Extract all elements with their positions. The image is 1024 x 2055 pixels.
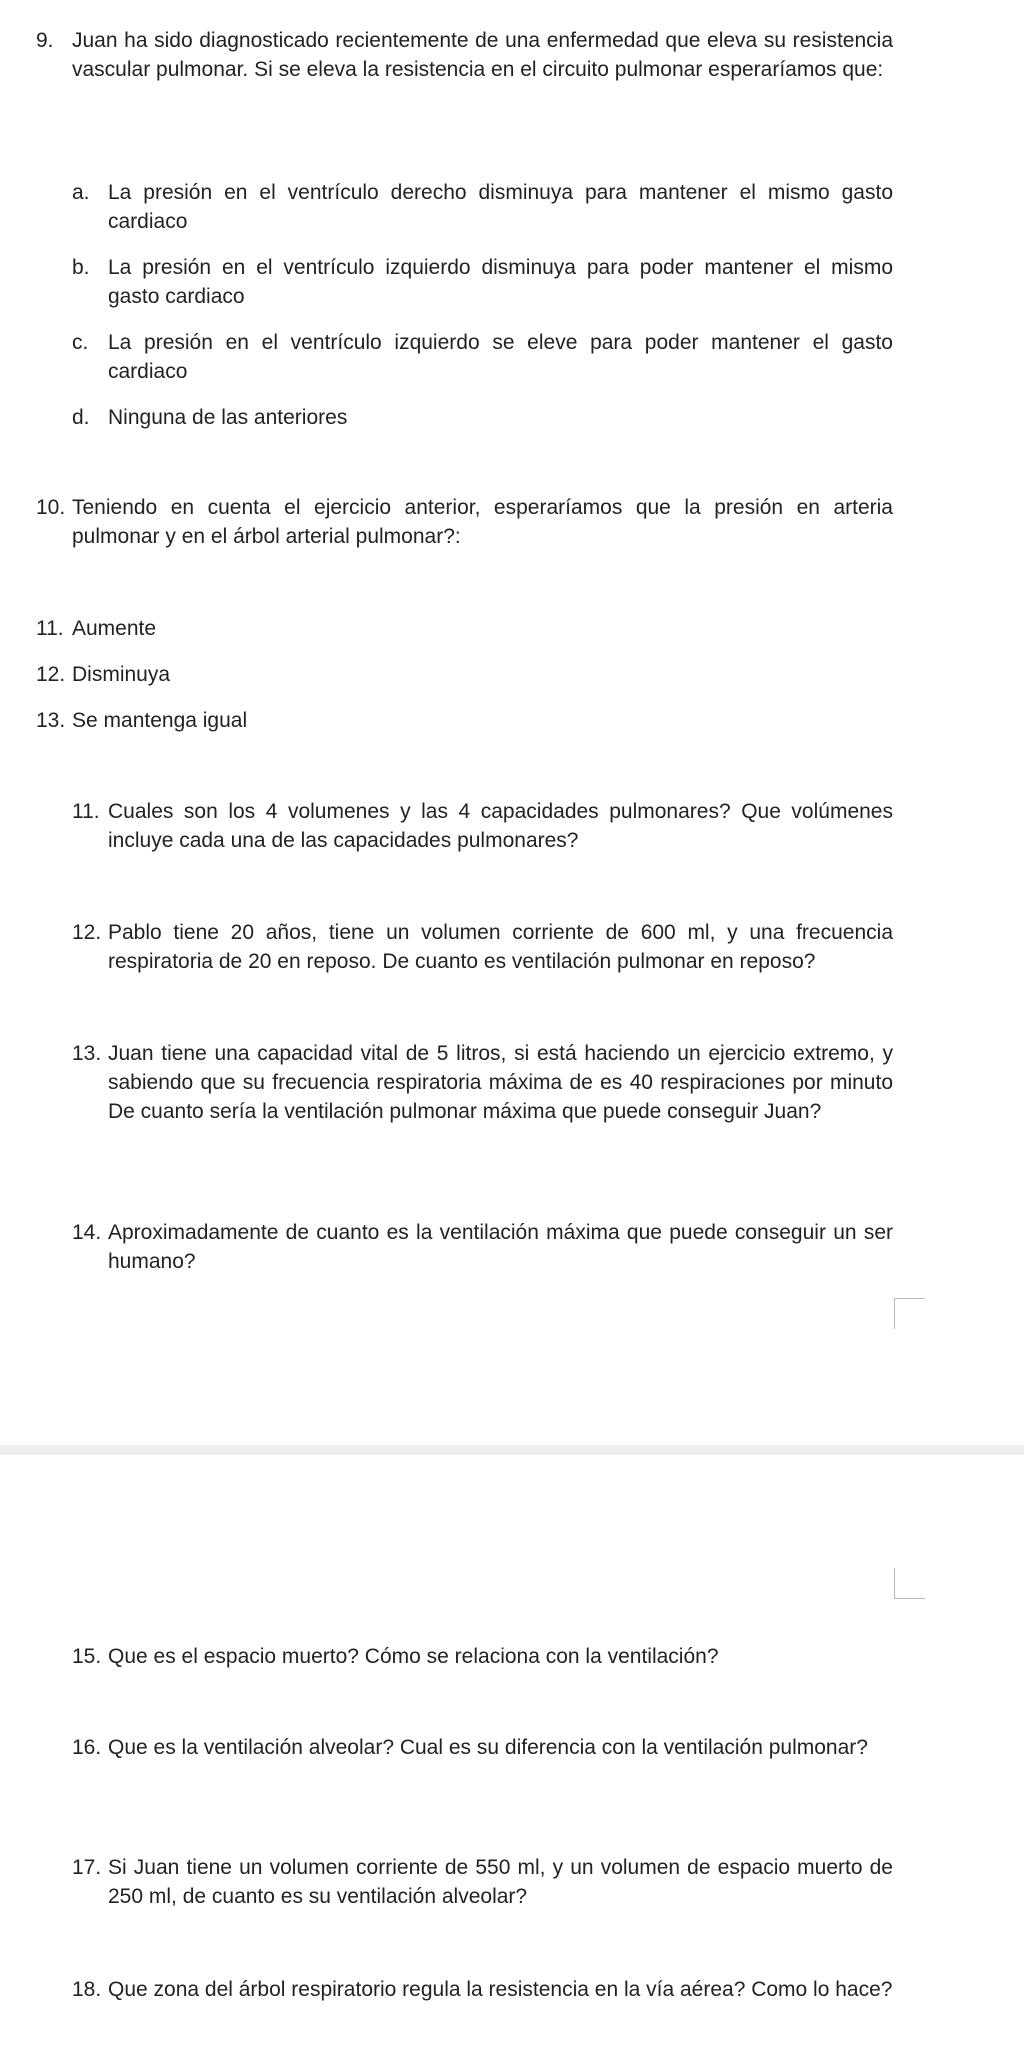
question-number: 11. xyxy=(72,800,100,823)
question-text: Juan tiene una capacidad vital de 5 litros, si está haciendo un ejercicio extremo, y sabiendo que su frecuencia respiratoria máxima de es 40 respiraciones por minuto De cuanto sería la ventilación pulmonar máxima que puede conseguir Juan? xyxy=(108,1042,893,1123)
question-text: Que es el espacio muerto? Cómo se relaciona con la ventilación? xyxy=(108,1645,719,1668)
list-number: 13. xyxy=(36,709,66,732)
option-letter: d. xyxy=(72,406,90,429)
option-text: Ninguna de las anteriores xyxy=(108,406,348,429)
list-text: Disminuya xyxy=(72,663,171,686)
question-15 xyxy=(72,1642,893,1671)
question-number: 12. xyxy=(72,921,102,944)
list-number: 12. xyxy=(36,663,66,686)
option-letter: a. xyxy=(72,181,90,204)
question-13 xyxy=(72,1039,893,1126)
question-number: 18. xyxy=(72,1978,102,2001)
question-9 xyxy=(36,26,893,84)
question-18 xyxy=(72,1975,893,2004)
margin-crop-mark xyxy=(894,1568,925,1599)
question-14 xyxy=(72,1218,893,1276)
option-text: La presión en el ventrículo izquierdo se eleve para poder mantener el gasto cardiaco xyxy=(108,331,893,383)
option-text: La presión en el ventrículo izquierdo disminuya para poder mantener el mismo gasto cardiaco xyxy=(108,256,893,308)
question-number: 16. xyxy=(72,1736,102,1759)
list-item xyxy=(36,614,893,643)
question-17 xyxy=(72,1853,893,1911)
option-b xyxy=(72,253,893,311)
list-item xyxy=(36,660,893,689)
question-number: 10. xyxy=(36,496,66,519)
option-letter: b. xyxy=(72,256,90,279)
list-text: Se mantenga igual xyxy=(72,709,248,732)
question-16 xyxy=(72,1733,893,1762)
question-number: 17. xyxy=(72,1856,102,1879)
option-d xyxy=(72,403,893,432)
margin-crop-mark xyxy=(894,1298,925,1329)
question-text: Que zona del árbol respiratorio regula la resistencia en la vía aérea? Como lo hace? xyxy=(108,1978,893,2001)
question-12 xyxy=(72,918,893,976)
question-number: 9. xyxy=(36,29,54,52)
page-separator xyxy=(0,1445,1024,1455)
question-text: Teniendo en cuenta el ejercicio anterior, esperaríamos que la presión en arteria pulmonar y en el árbol arterial pulmonar?: xyxy=(72,496,893,548)
option-c xyxy=(72,328,893,386)
list-item xyxy=(36,706,893,735)
question-number: 15. xyxy=(72,1645,102,1668)
list-number: 11. xyxy=(36,617,64,640)
question-text: Cuales son los 4 volumenes y las 4 capacidades pulmonares? Que volúmenes incluye cada una de las capacidades pulmonares? xyxy=(108,800,893,852)
question-11 xyxy=(72,797,893,855)
question-number: 14. xyxy=(72,1221,102,1244)
question-text: Que es la ventilación alveolar? Cual es su diferencia con la ventilación pulmonar? xyxy=(108,1736,868,1759)
option-letter: c. xyxy=(72,331,89,354)
list-text: Aumente xyxy=(72,617,157,640)
question-number: 13. xyxy=(72,1042,102,1065)
question-text: Pablo tiene 20 años, tiene un volumen corriente de 600 ml, y una frecuencia respiratoria de 20 en reposo. De cuanto es ventilación pulmonar en reposo? xyxy=(108,921,893,973)
option-text: La presión en el ventrículo derecho disminuya para mantener el mismo gasto cardiaco xyxy=(108,181,893,233)
question-text: Si Juan tiene un volumen corriente de 550 ml, y un volumen de espacio muerto de 250 ml, de cuanto es su ventilación alveolar? xyxy=(108,1856,893,1908)
option-a xyxy=(72,178,893,236)
question-10 xyxy=(36,493,893,551)
question-text: Aproximadamente de cuanto es la ventilación máxima que puede conseguir un ser humano? xyxy=(108,1221,893,1273)
question-text: Juan ha sido diagnosticado recientemente de una enfermedad que eleva su resistencia vascular pulmonar. Si se eleva la resistencia en el circuito pulmonar esperaríamos que: xyxy=(72,29,893,81)
